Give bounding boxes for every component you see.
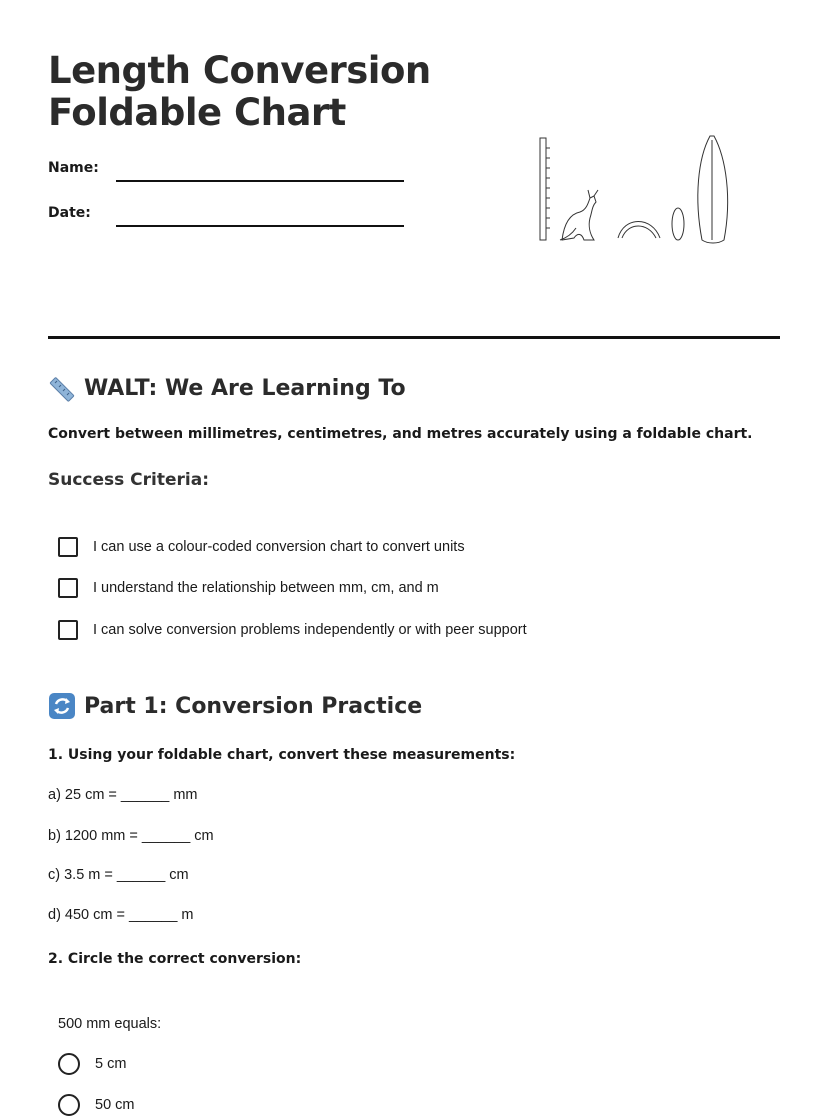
- rope-icon: [618, 222, 660, 239]
- name-field[interactable]: [116, 180, 404, 182]
- option-radio[interactable]: [58, 1094, 80, 1116]
- ruler-emoji-icon: [48, 374, 76, 402]
- success-criteria-heading: Success Criteria:: [48, 470, 210, 490]
- criteria-checkbox[interactable]: [58, 537, 78, 557]
- conversion-item: a) 25 cm = ______ mm: [48, 787, 198, 803]
- walt-heading-text: WALT: We Are Learning To: [84, 375, 406, 401]
- answer-option: [58, 1053, 126, 1075]
- conversion-item: c) 3.5 m = ______ cm: [48, 867, 189, 883]
- date-label: Date:: [48, 205, 91, 221]
- criteria-text: I understand the relationship between mm, cm, and m: [93, 580, 439, 596]
- criteria-checkbox[interactable]: [58, 578, 78, 598]
- option-label: 50 cm: [95, 1097, 135, 1113]
- conversion-item: d) 450 cm = ______ m: [48, 907, 194, 923]
- part1-heading-text: Part 1: Conversion Practice: [84, 693, 423, 719]
- question-1: 1. Using your foldable chart, convert these measurements:: [48, 747, 516, 763]
- length-objects-illustration: [530, 128, 740, 248]
- criteria-checkbox[interactable]: [58, 620, 78, 640]
- answer-option: [58, 1094, 135, 1116]
- arrows-cycle-emoji-icon: [48, 692, 76, 720]
- part1-heading: [48, 692, 422, 720]
- egg-icon: [672, 208, 684, 240]
- criteria-item: [58, 620, 527, 640]
- conversion-item: b) 1200 mm = ______ cm: [48, 828, 214, 844]
- title-line-2: Foldable Chart: [48, 91, 346, 134]
- section-divider: [48, 336, 780, 339]
- question-2: 2. Circle the correct conversion:: [48, 951, 302, 967]
- criteria-item: [58, 578, 439, 598]
- criteria-item: [58, 537, 465, 557]
- kangaroo-icon: [560, 190, 598, 240]
- title-line-1: Length Conversion: [48, 49, 431, 92]
- page-title: [48, 50, 431, 134]
- surfboard-icon: [698, 136, 728, 243]
- option-radio[interactable]: [58, 1053, 80, 1075]
- learning-objective: Convert between millimetres, centimetres, and metres accurately using a foldable chart.: [48, 426, 753, 442]
- date-field[interactable]: [116, 225, 404, 227]
- criteria-text: I can use a colour-coded conversion chart to convert units: [93, 539, 465, 555]
- criteria-text: I can solve conversion problems independently or with peer support: [93, 622, 527, 638]
- ruler-icon: [540, 138, 550, 240]
- name-label: Name:: [48, 160, 99, 176]
- option-label: 5 cm: [95, 1056, 127, 1072]
- question-2-prompt: 500 mm equals:: [58, 1016, 162, 1032]
- walt-heading: [48, 374, 406, 402]
